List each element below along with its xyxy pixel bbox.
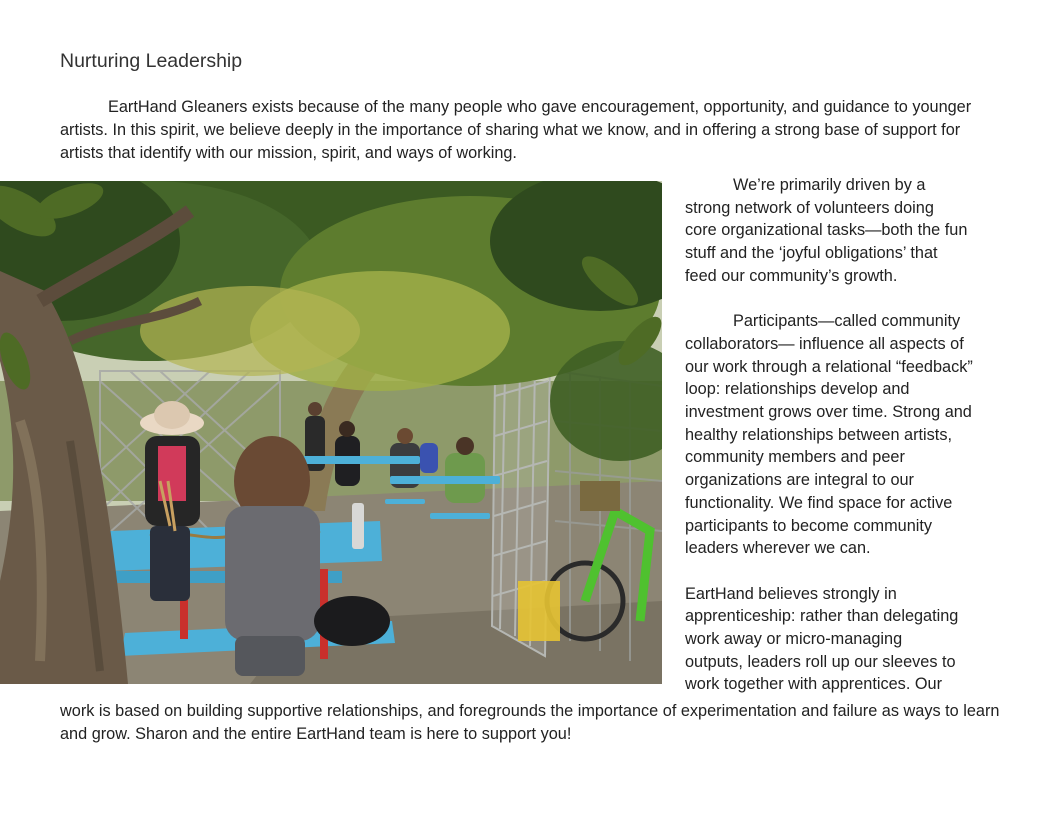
side-p2-line: community members and peer (685, 448, 905, 467)
side-p2-line: our work through a relational “feedback” (685, 357, 973, 376)
workshop-photo-illustration (0, 181, 662, 684)
side-paragraph-2 (685, 310, 1015, 333)
side-paragraph-1 (685, 174, 1015, 197)
photo-yellow-object (518, 581, 560, 641)
side-p1-line: feed our community’s growth. (685, 266, 898, 285)
intro-paragraph (60, 96, 1000, 165)
side-p2-line: leaders wherever we can. (685, 539, 871, 558)
side-p2-line: loop: relationships develop and (685, 380, 910, 399)
workshop-photo (0, 181, 662, 684)
side-p2-line: Participants—called community (733, 312, 961, 331)
side-p3-line: outputs, leaders roll up our sleeves to (685, 652, 956, 671)
side-column-text (685, 174, 1015, 696)
side-p1-line: stuff and the ‘joyful obligations’ that (685, 244, 938, 263)
side-p2-line: organizations are integral to our (685, 471, 914, 490)
closing-paragraph: work is based on building supportive relationships, and foregrounds the importance of experimentation and failure as ways to learn and grow. Sharon and the entire EartHand team is here to support you! (60, 702, 1000, 743)
paragraph-gap (685, 560, 1015, 583)
side-p1-line: core organizational tasks—both the fun (685, 221, 968, 240)
page-title: Nurturing Leadership (60, 50, 243, 72)
paragraph-gap (685, 288, 1015, 311)
side-p1-line: We’re primarily driven by a (733, 176, 926, 194)
side-p2-line: collaborators— influence all aspects of (685, 334, 964, 353)
side-p2-line: functionality. We find space for active (685, 493, 953, 512)
side-p1-line: strong network of volunteers doing (685, 198, 934, 217)
side-p2-line: investment grows over time. Strong and (685, 403, 972, 422)
photo-backpack (314, 596, 390, 646)
side-p3-line: EartHand believes strongly in (685, 584, 897, 603)
side-p3-line: work away or micro-managing (685, 630, 903, 649)
intro-text: EartHand Gleaners exists because of the many people who gave encouragement, opportunity, and guidance to younger artists. In this spirit, we believe deeply in the importance of sharing what we know, and in offering a strong base of support for artists that identify with our mission, spirit, and ways of working. (60, 98, 972, 162)
photo-seated-person (225, 436, 320, 676)
side-p3-line: work together with apprentices. Our (685, 675, 943, 694)
side-p2-line: participants to become community (685, 516, 933, 535)
side-p2-line: healthy relationships between artists, (685, 425, 952, 444)
side-p3-line: apprenticeship: rather than delegating (685, 607, 959, 626)
